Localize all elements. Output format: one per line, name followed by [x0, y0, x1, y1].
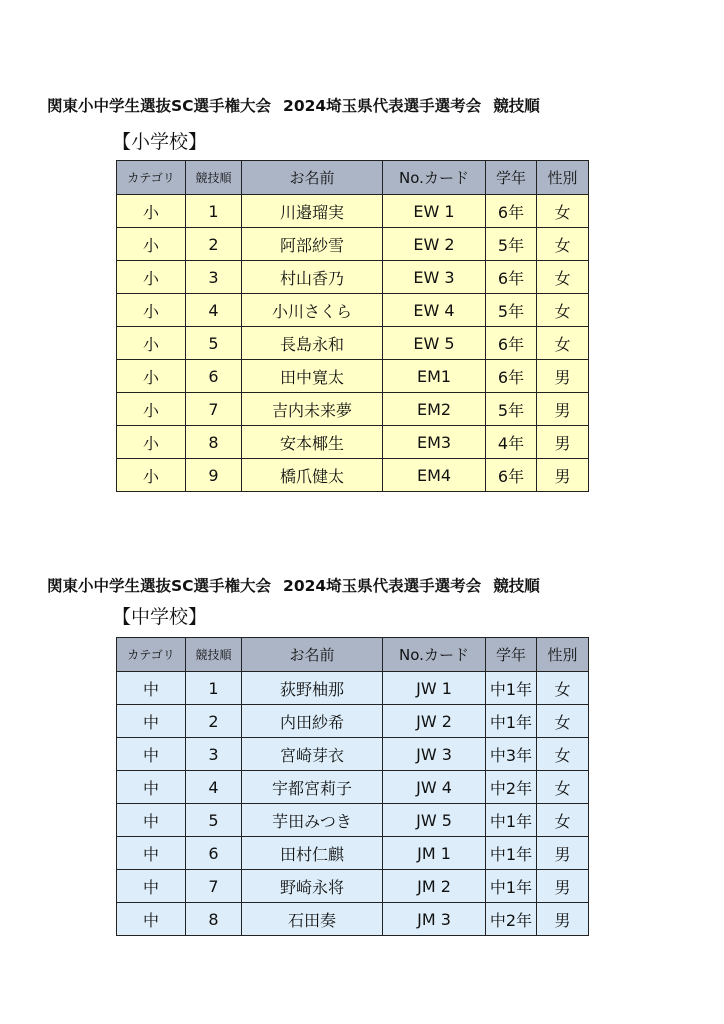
cell-order: 1 [186, 195, 242, 228]
cell-gender: 女 [537, 771, 589, 804]
elementary-table [116, 160, 589, 492]
cell-card: JW 1 [383, 672, 486, 705]
cell-order: 2 [186, 705, 242, 738]
cell-name: 内田紗希 [242, 705, 383, 738]
header-gender: 性別 [537, 638, 589, 672]
cell-card: JW 4 [383, 771, 486, 804]
cell-card: JW 3 [383, 738, 486, 771]
cell-order: 9 [186, 459, 242, 492]
cell-order: 6 [186, 837, 242, 870]
cell-order: 4 [186, 771, 242, 804]
cell-grade: 6年 [486, 261, 537, 294]
cell-name: 阿部紗雪 [242, 228, 383, 261]
cell-gender: 女 [537, 738, 589, 771]
cell-gender: 女 [537, 672, 589, 705]
header-card: No.カード [383, 161, 486, 195]
table-row [117, 837, 589, 870]
cell-gender: 女 [537, 327, 589, 360]
cell-grade: 中2年 [486, 771, 537, 804]
cell-name: 橋爪健太 [242, 459, 383, 492]
junior-high-table [116, 637, 589, 936]
cell-name: 田中寛太 [242, 360, 383, 393]
cell-category: 小 [117, 426, 186, 459]
cell-category: 中 [117, 903, 186, 936]
cell-card: EW 4 [383, 294, 486, 327]
header-card: No.カード [383, 638, 486, 672]
cell-grade: 中2年 [486, 903, 537, 936]
cell-gender: 男 [537, 426, 589, 459]
order-label: 競技順 [493, 97, 540, 115]
header-gender: 性別 [537, 161, 589, 195]
cell-grade: 中1年 [486, 672, 537, 705]
cell-card: EM3 [383, 426, 486, 459]
cell-category: 小 [117, 228, 186, 261]
cell-name: 野崎永将 [242, 870, 383, 903]
subtitle-elementary: 【小学校】 [112, 131, 208, 153]
table-row [117, 327, 589, 360]
cell-grade: 中1年 [486, 870, 537, 903]
cell-card: EW 5 [383, 327, 486, 360]
table-row [117, 771, 589, 804]
subtitle-junior-high: 【中学校】 [112, 606, 208, 628]
cell-category: 小 [117, 393, 186, 426]
table-row [117, 738, 589, 771]
table-row [117, 228, 589, 261]
cell-grade: 中1年 [486, 804, 537, 837]
cell-card: EM4 [383, 459, 486, 492]
header-order: 競技順 [186, 638, 242, 672]
cell-grade: 中3年 [486, 738, 537, 771]
cell-name: 荻野柚那 [242, 672, 383, 705]
cell-order: 6 [186, 360, 242, 393]
cell-name: 吉内未来夢 [242, 393, 383, 426]
section-title-junior-high [47, 574, 707, 596]
cell-category: 小 [117, 459, 186, 492]
header-grade: 学年 [486, 161, 537, 195]
order-label: 競技順 [493, 577, 540, 595]
cell-gender: 女 [537, 195, 589, 228]
cell-gender: 男 [537, 393, 589, 426]
cell-grade: 中1年 [486, 837, 537, 870]
cell-name: 村山香乃 [242, 261, 383, 294]
cell-gender: 男 [537, 903, 589, 936]
cell-gender: 男 [537, 360, 589, 393]
cell-category: 中 [117, 705, 186, 738]
cell-card: JW 5 [383, 804, 486, 837]
cell-card: JM 2 [383, 870, 486, 903]
table-row [117, 672, 589, 705]
cell-card: EW 1 [383, 195, 486, 228]
cell-category: 小 [117, 195, 186, 228]
cell-card: EM1 [383, 360, 486, 393]
cell-order: 2 [186, 228, 242, 261]
table-row [117, 195, 589, 228]
cell-grade: 5年 [486, 294, 537, 327]
cell-gender: 女 [537, 261, 589, 294]
cell-grade: 6年 [486, 459, 537, 492]
cell-name: 田村仁麒 [242, 837, 383, 870]
header-name: お名前 [242, 161, 383, 195]
header-category: カテゴリ [117, 161, 186, 195]
table-header-row [117, 638, 589, 672]
cell-category: 中 [117, 738, 186, 771]
cell-name: 安本椰生 [242, 426, 383, 459]
cell-grade: 6年 [486, 360, 537, 393]
cell-grade: 4年 [486, 426, 537, 459]
cell-gender: 女 [537, 228, 589, 261]
cell-name: 芋田みつき [242, 804, 383, 837]
cell-order: 5 [186, 327, 242, 360]
table-header-row [117, 161, 589, 195]
cell-gender: 女 [537, 705, 589, 738]
header-order: 競技順 [186, 161, 242, 195]
cell-card: EM2 [383, 393, 486, 426]
cell-name: 宇都宮莉子 [242, 771, 383, 804]
cell-card: JM 3 [383, 903, 486, 936]
cell-order: 8 [186, 903, 242, 936]
table-row [117, 804, 589, 837]
cell-gender: 男 [537, 837, 589, 870]
cell-name: 長島永和 [242, 327, 383, 360]
selection-name: 2024埼玉県代表選手選考会 [283, 97, 482, 115]
cell-grade: 6年 [486, 195, 537, 228]
cell-order: 5 [186, 804, 242, 837]
cell-order: 1 [186, 672, 242, 705]
cell-category: 小 [117, 360, 186, 393]
cell-gender: 男 [537, 459, 589, 492]
cell-gender: 女 [537, 294, 589, 327]
cell-grade: 5年 [486, 228, 537, 261]
cell-card: EW 2 [383, 228, 486, 261]
event-name: 関東小中学生選抜SC選手権大会 [47, 577, 272, 595]
cell-order: 3 [186, 738, 242, 771]
cell-order: 3 [186, 261, 242, 294]
table-row [117, 261, 589, 294]
selection-name: 2024埼玉県代表選手選考会 [283, 577, 482, 595]
cell-card: JM 1 [383, 837, 486, 870]
header-name: お名前 [242, 638, 383, 672]
cell-grade: 5年 [486, 393, 537, 426]
cell-name: 川邉瑠実 [242, 195, 383, 228]
cell-gender: 女 [537, 804, 589, 837]
section-title-elementary [47, 94, 707, 116]
cell-order: 7 [186, 870, 242, 903]
cell-category: 中 [117, 837, 186, 870]
table-row [117, 705, 589, 738]
table-row [117, 459, 589, 492]
cell-order: 8 [186, 426, 242, 459]
table-row [117, 393, 589, 426]
cell-category: 中 [117, 870, 186, 903]
cell-category: 小 [117, 261, 186, 294]
table-row [117, 426, 589, 459]
event-name: 関東小中学生選抜SC選手権大会 [47, 97, 272, 115]
header-category: カテゴリ [117, 638, 186, 672]
cell-name: 小川さくら [242, 294, 383, 327]
cell-card: JW 2 [383, 705, 486, 738]
cell-gender: 男 [537, 870, 589, 903]
cell-order: 7 [186, 393, 242, 426]
cell-grade: 6年 [486, 327, 537, 360]
table-row [117, 870, 589, 903]
table-row [117, 903, 589, 936]
header-grade: 学年 [486, 638, 537, 672]
cell-grade: 中1年 [486, 705, 537, 738]
table-row [117, 360, 589, 393]
cell-order: 4 [186, 294, 242, 327]
cell-category: 中 [117, 771, 186, 804]
cell-category: 小 [117, 294, 186, 327]
cell-name: 宮崎芽衣 [242, 738, 383, 771]
cell-card: EW 3 [383, 261, 486, 294]
cell-name: 石田奏 [242, 903, 383, 936]
cell-category: 小 [117, 327, 186, 360]
cell-category: 中 [117, 804, 186, 837]
table-row [117, 294, 589, 327]
cell-category: 中 [117, 672, 186, 705]
